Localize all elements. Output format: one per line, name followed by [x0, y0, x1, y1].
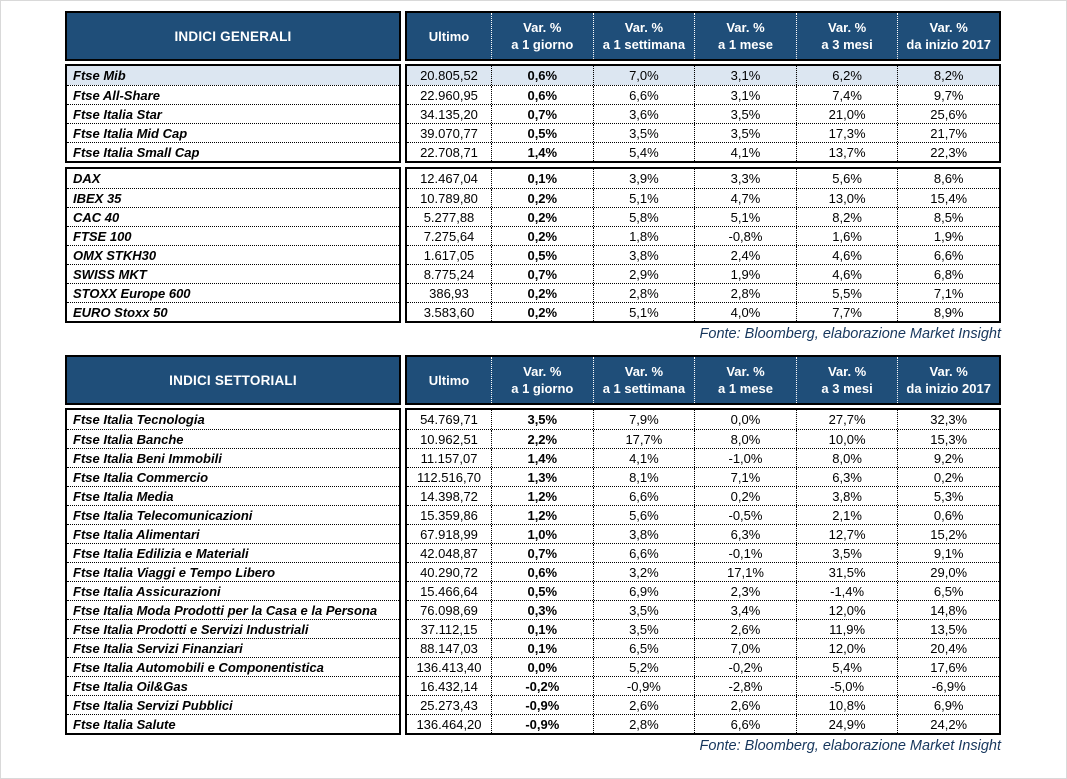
cell-var-3: -2,8% — [694, 677, 796, 695]
cell-ultimo: 54.769,71 — [420, 412, 478, 427]
cell-var-3: -0,1% — [694, 544, 796, 562]
cell-var-1: 0,5% — [491, 582, 593, 600]
cell-ultimo: 14.398,72 — [420, 489, 478, 504]
cell-var-3: 5,1% — [694, 208, 796, 226]
cell-var-1: 0,2% — [491, 227, 593, 245]
column-header-ultimo: Ultimo — [428, 28, 470, 44]
cell-var-3: -1,0% — [694, 449, 796, 467]
cell-ultimo: 7.275,64 — [423, 229, 475, 244]
cell-var-1: 0,6% — [491, 66, 593, 85]
column-header-var-1-settimana: Var. % a 1 settimana — [593, 13, 695, 59]
cell-ultimo: 22.708,71 — [420, 145, 478, 160]
cell-var-3: 0,2% — [694, 487, 796, 505]
table-row — [407, 676, 999, 695]
cell-ultimo: 3.583,60 — [423, 305, 475, 320]
cell-var-3: 2,6% — [694, 620, 796, 638]
cell-ultimo: 37.112,15 — [420, 622, 478, 637]
cell-var-1: 1,3% — [491, 468, 593, 486]
table-header — [65, 355, 1001, 405]
row-label: Ftse Italia Alimentari — [67, 524, 399, 543]
cell-var-4: 12,7% — [796, 525, 898, 543]
cell-ultimo: 25.273,43 — [420, 698, 478, 713]
cell-var-1: 2,2% — [491, 430, 593, 448]
cell-var-5: 9,1% — [897, 544, 999, 562]
cell-var-1: 0,7% — [491, 105, 593, 123]
cell-var-1: 0,1% — [491, 620, 593, 638]
cell-ultimo: 22.960,95 — [420, 88, 478, 103]
cell-var-3: 2,3% — [694, 582, 796, 600]
cell-var-1: 0,2% — [491, 208, 593, 226]
cell-var-4: 27,7% — [796, 410, 898, 429]
cell-var-4: 1,6% — [796, 227, 898, 245]
cell-var-5: 6,5% — [897, 582, 999, 600]
cell-var-5: 8,5% — [897, 208, 999, 226]
cell-var-1: 0,7% — [491, 544, 593, 562]
cell-var-4: 21,0% — [796, 105, 898, 123]
cell-ultimo: 34.135,20 — [420, 107, 478, 122]
table-row — [407, 283, 999, 302]
cell-var-2: 5,1% — [593, 303, 695, 321]
cell-var-3: 3,3% — [694, 169, 796, 188]
cell-var-4: 12,0% — [796, 639, 898, 657]
cell-var-1: 0,3% — [491, 601, 593, 619]
cell-var-2: 2,8% — [593, 284, 695, 302]
row-label: EURO Stoxx 50 — [67, 302, 399, 321]
cell-var-2: 5,8% — [593, 208, 695, 226]
cell-var-3: 4,1% — [694, 143, 796, 161]
cell-var-4: 17,3% — [796, 124, 898, 142]
row-label: Ftse Italia Commercio — [67, 467, 399, 486]
cell-ultimo: 5.277,88 — [423, 210, 475, 225]
column-header-var-1-settimana: Var. % a 1 settimana — [593, 357, 695, 403]
table-row — [407, 302, 999, 321]
cell-var-2: 6,6% — [593, 86, 695, 104]
cell-var-4: 12,0% — [796, 601, 898, 619]
cell-var-4: 6,3% — [796, 468, 898, 486]
cell-var-4: 3,8% — [796, 487, 898, 505]
cell-ultimo: 88.147,03 — [420, 641, 478, 656]
table-indici-settoriali — [65, 355, 1001, 755]
table-indici-generali — [65, 11, 1001, 343]
row-label: IBEX 35 — [67, 188, 399, 207]
cell-var-3: 0,0% — [694, 410, 796, 429]
cell-var-4: 5,5% — [796, 284, 898, 302]
cell-var-2: 5,6% — [593, 506, 695, 524]
cell-var-1: 1,2% — [491, 487, 593, 505]
cell-var-4: 10,0% — [796, 430, 898, 448]
cell-var-5: 25,6% — [897, 105, 999, 123]
row-label: Ftse Italia Tecnologia — [73, 412, 205, 427]
cell-var-3: -0,8% — [694, 227, 796, 245]
source-note: Fonte: Bloomberg, elaborazione Market Insight — [699, 738, 1001, 754]
cell-var-2: 3,8% — [593, 246, 695, 264]
cell-ultimo: 11.157,07 — [420, 451, 478, 466]
cell-ultimo: 136.413,40 — [416, 660, 482, 675]
table-header-columns — [405, 11, 1001, 61]
cell-var-5: 29,0% — [897, 563, 999, 581]
cell-var-3: 7,0% — [694, 639, 796, 657]
table-row — [407, 85, 999, 104]
cell-var-2: 3,9% — [593, 169, 695, 188]
cell-ultimo: 42.048,87 — [420, 546, 478, 561]
table-row — [407, 169, 999, 188]
row-label: Ftse Italia Automobili e Componentistica — [67, 657, 399, 676]
cell-var-3: 2,6% — [694, 696, 796, 714]
cell-ultimo: 39.070,77 — [420, 126, 478, 141]
cell-var-2: 4,1% — [593, 449, 695, 467]
cell-var-1: 0,7% — [491, 265, 593, 283]
cell-var-4: 5,4% — [796, 658, 898, 676]
cell-var-2: 6,9% — [593, 582, 695, 600]
cell-var-5: 8,9% — [897, 303, 999, 321]
table-row — [407, 543, 999, 562]
cell-var-2: 3,8% — [593, 525, 695, 543]
cell-var-4: 7,4% — [796, 86, 898, 104]
table-row — [407, 104, 999, 123]
row-label: Ftse Italia Salute — [67, 714, 399, 733]
cell-var-2: 8,1% — [593, 468, 695, 486]
cell-var-5: 14,8% — [897, 601, 999, 619]
table-row — [407, 486, 999, 505]
table-row — [407, 123, 999, 142]
cell-var-4: 11,9% — [796, 620, 898, 638]
row-label: Ftse Italia Servizi Finanziari — [67, 638, 399, 657]
row-label: Ftse Italia Small Cap — [67, 142, 399, 161]
cell-var-4: 13,0% — [796, 189, 898, 207]
cell-var-3: 2,4% — [694, 246, 796, 264]
cell-var-1: -0,9% — [491, 696, 593, 714]
cell-var-5: 32,3% — [897, 410, 999, 429]
row-label: Ftse Italia Telecomunicazioni — [67, 505, 399, 524]
cell-var-2: 7,9% — [593, 410, 695, 429]
column-header-var-1-giorno: Var. % a 1 giorno — [491, 13, 593, 59]
table-row — [407, 562, 999, 581]
row-label: SWISS MKT — [67, 264, 399, 283]
table-row — [407, 619, 999, 638]
row-label: DAX — [73, 171, 101, 186]
row-label: Ftse Italia Moda Prodotti per la Casa e la Persona — [67, 600, 399, 619]
cell-var-3: 6,6% — [694, 715, 796, 733]
cell-var-1: -0,9% — [491, 715, 593, 733]
cell-var-4: -1,4% — [796, 582, 898, 600]
cell-var-2: 6,6% — [593, 487, 695, 505]
cell-var-3: 17,1% — [694, 563, 796, 581]
cell-ultimo: 15.466,64 — [420, 584, 478, 599]
cell-var-4: -5,0% — [796, 677, 898, 695]
cell-var-2: 5,4% — [593, 143, 695, 161]
cell-var-2: 17,7% — [593, 430, 695, 448]
table-row — [407, 581, 999, 600]
table-body-groups — [65, 64, 1001, 323]
cell-var-3: 1,9% — [694, 265, 796, 283]
row-labels-block — [65, 64, 401, 163]
cell-var-2: 6,5% — [593, 639, 695, 657]
cell-ultimo: 15.359,86 — [420, 508, 478, 523]
table-row — [407, 600, 999, 619]
cell-var-3: 4,0% — [694, 303, 796, 321]
cell-var-4: 13,7% — [796, 143, 898, 161]
cell-var-1: 0,0% — [491, 658, 593, 676]
table-row — [407, 714, 999, 733]
cell-var-5: 15,3% — [897, 430, 999, 448]
cell-var-2: 3,2% — [593, 563, 695, 581]
cell-var-2: 7,0% — [593, 66, 695, 85]
cell-var-3: 2,8% — [694, 284, 796, 302]
cell-var-5: 20,4% — [897, 639, 999, 657]
cell-var-1: 0,2% — [491, 189, 593, 207]
cell-var-5: 8,2% — [897, 66, 999, 85]
cell-var-5: 7,1% — [897, 284, 999, 302]
cell-var-4: 31,5% — [796, 563, 898, 581]
cell-var-5: 1,9% — [897, 227, 999, 245]
cell-var-2: 2,9% — [593, 265, 695, 283]
cell-var-4: 5,6% — [796, 169, 898, 188]
row-label: Ftse Italia Prodotti e Servizi Industriali — [67, 619, 399, 638]
cell-var-5: 15,2% — [897, 525, 999, 543]
column-header-var-da-inizio-2017: Var. % da inizio 2017 — [897, 13, 999, 59]
table-row — [407, 657, 999, 676]
row-label: Ftse Italia Mid Cap — [67, 123, 399, 142]
cell-var-2: 5,1% — [593, 189, 695, 207]
table-title: INDICI SETTORIALI — [65, 355, 401, 405]
cell-ultimo: 40.290,72 — [420, 565, 478, 580]
cell-ultimo: 10.789,80 — [420, 191, 478, 206]
cell-var-1: 0,1% — [491, 639, 593, 657]
cell-ultimo: 12.467,04 — [420, 171, 478, 186]
cell-var-2: 6,6% — [593, 544, 695, 562]
cell-var-4: 8,2% — [796, 208, 898, 226]
column-header-var-1-giorno: Var. % a 1 giorno — [491, 357, 593, 403]
cell-var-3: 3,1% — [694, 86, 796, 104]
cell-var-2: 3,5% — [593, 601, 695, 619]
cell-var-1: -0,2% — [491, 677, 593, 695]
cell-var-2: 3,5% — [593, 124, 695, 142]
cell-var-1: 0,2% — [491, 303, 593, 321]
cell-ultimo: 16.432,14 — [420, 679, 478, 694]
cell-ultimo: 10.962,51 — [420, 432, 478, 447]
table-row — [407, 226, 999, 245]
row-label: Ftse Mib — [67, 66, 399, 85]
cell-var-3: 3,1% — [694, 66, 796, 85]
cell-var-1: 0,2% — [491, 284, 593, 302]
table-row — [407, 207, 999, 226]
cell-var-2: 5,2% — [593, 658, 695, 676]
cell-var-4: 10,8% — [796, 696, 898, 714]
cell-ultimo: 136.464,20 — [416, 717, 482, 732]
cell-ultimo: 112.516,70 — [416, 470, 482, 485]
cell-var-5: 21,7% — [897, 124, 999, 142]
table-row — [407, 524, 999, 543]
table-title: INDICI GENERALI — [65, 11, 401, 61]
row-label: STOXX Europe 600 — [67, 283, 399, 302]
cell-var-5: 6,8% — [897, 265, 999, 283]
cell-ultimo: 8.775,24 — [423, 267, 475, 282]
row-label: Ftse Italia Star — [67, 104, 399, 123]
cell-var-4: 3,5% — [796, 544, 898, 562]
row-label: Ftse Italia Viaggi e Tempo Libero — [67, 562, 399, 581]
cell-var-1: 0,1% — [491, 169, 593, 188]
row-label: Ftse Italia Media — [67, 486, 399, 505]
cell-var-5: 0,2% — [897, 468, 999, 486]
cell-var-2: 1,8% — [593, 227, 695, 245]
cell-var-1: 3,5% — [491, 410, 593, 429]
table-header — [65, 11, 1001, 61]
row-label: FTSE 100 — [67, 226, 399, 245]
cell-var-3: 3,5% — [694, 124, 796, 142]
cell-ultimo: 1.617,05 — [423, 248, 475, 263]
row-label: Ftse Italia Assicurazioni — [67, 581, 399, 600]
cell-var-5: 5,3% — [897, 487, 999, 505]
cell-var-2: -0,9% — [593, 677, 695, 695]
table-row — [407, 429, 999, 448]
row-label: CAC 40 — [67, 207, 399, 226]
cell-var-5: 13,5% — [897, 620, 999, 638]
cell-var-5: -6,9% — [897, 677, 999, 695]
cell-var-1: 0,6% — [491, 563, 593, 581]
cell-var-5: 15,4% — [897, 189, 999, 207]
cell-var-3: 3,4% — [694, 601, 796, 619]
row-values-block — [405, 408, 1001, 735]
cell-var-5: 0,6% — [897, 506, 999, 524]
row-labels-block — [65, 408, 401, 735]
cell-var-4: 8,0% — [796, 449, 898, 467]
cell-var-5: 22,3% — [897, 143, 999, 161]
cell-var-4: 4,6% — [796, 265, 898, 283]
cell-var-1: 1,0% — [491, 525, 593, 543]
column-header-var-3-mesi: Var. % a 3 mesi — [796, 13, 898, 59]
table-row — [407, 505, 999, 524]
cell-var-2: 2,6% — [593, 696, 695, 714]
table-row — [407, 245, 999, 264]
source-note: Fonte: Bloomberg, elaborazione Market Insight — [699, 326, 1001, 342]
cell-var-5: 6,6% — [897, 246, 999, 264]
cell-var-1: 0,6% — [491, 86, 593, 104]
cell-var-3: 3,5% — [694, 105, 796, 123]
cell-var-4: 24,9% — [796, 715, 898, 733]
cell-ultimo: 20.805,52 — [420, 68, 478, 83]
cell-var-2: 3,6% — [593, 105, 695, 123]
row-label: Ftse Italia Edilizia e Materiali — [67, 543, 399, 562]
cell-var-5: 9,7% — [897, 86, 999, 104]
cell-var-5: 6,9% — [897, 696, 999, 714]
cell-var-4: 6,2% — [796, 66, 898, 85]
table-row — [407, 142, 999, 161]
row-values-block — [405, 64, 1001, 163]
table-body-groups — [65, 408, 1001, 735]
row-label: Ftse Italia Servizi Pubblici — [67, 695, 399, 714]
table-header-columns — [405, 355, 1001, 405]
row-label: OMX STKH30 — [67, 245, 399, 264]
table-row — [407, 410, 999, 429]
row-label: Ftse Italia Oil&Gas — [67, 676, 399, 695]
cell-var-4: 4,6% — [796, 246, 898, 264]
cell-var-2: 3,5% — [593, 620, 695, 638]
column-header-ultimo: Ultimo — [428, 372, 470, 388]
cell-var-3: 4,7% — [694, 189, 796, 207]
cell-var-1: 1,4% — [491, 449, 593, 467]
cell-var-5: 8,6% — [897, 169, 999, 188]
row-values-block — [405, 167, 1001, 323]
column-header-var-da-inizio-2017: Var. % da inizio 2017 — [897, 357, 999, 403]
cell-ultimo: 67.918,99 — [420, 527, 478, 542]
cell-var-3: 8,0% — [694, 430, 796, 448]
table-row — [407, 264, 999, 283]
cell-var-1: 1,4% — [491, 143, 593, 161]
table-row — [407, 638, 999, 657]
cell-var-3: -0,5% — [694, 506, 796, 524]
cell-var-4: 7,7% — [796, 303, 898, 321]
table-row-group — [65, 64, 1001, 163]
cell-var-5: 17,6% — [897, 658, 999, 676]
table-row — [407, 467, 999, 486]
cell-ultimo: 76.098,69 — [420, 603, 478, 618]
table-row — [407, 66, 999, 85]
table-row — [407, 188, 999, 207]
cell-var-2: 2,8% — [593, 715, 695, 733]
cell-var-3: -0,2% — [694, 658, 796, 676]
cell-ultimo: 386,93 — [429, 286, 469, 301]
row-label: Ftse Italia Beni Immobili — [67, 448, 399, 467]
table-row — [407, 695, 999, 714]
table-row — [407, 448, 999, 467]
cell-var-5: 9,2% — [897, 449, 999, 467]
cell-var-3: 6,3% — [694, 525, 796, 543]
cell-var-1: 0,5% — [491, 246, 593, 264]
cell-var-1: 1,2% — [491, 506, 593, 524]
cell-var-1: 0,5% — [491, 124, 593, 142]
row-label: Ftse Italia Banche — [67, 429, 399, 448]
table-row-group — [65, 408, 1001, 735]
row-labels-block — [65, 167, 401, 323]
column-header-var-1-mese: Var. % a 1 mese — [694, 13, 796, 59]
column-header-var-1-mese: Var. % a 1 mese — [694, 357, 796, 403]
cell-var-4: 2,1% — [796, 506, 898, 524]
cell-var-5: 24,2% — [897, 715, 999, 733]
row-label: Ftse All-Share — [67, 85, 399, 104]
cell-var-3: 7,1% — [694, 468, 796, 486]
column-header-var-3-mesi: Var. % a 3 mesi — [796, 357, 898, 403]
table-row-group — [65, 167, 1001, 323]
